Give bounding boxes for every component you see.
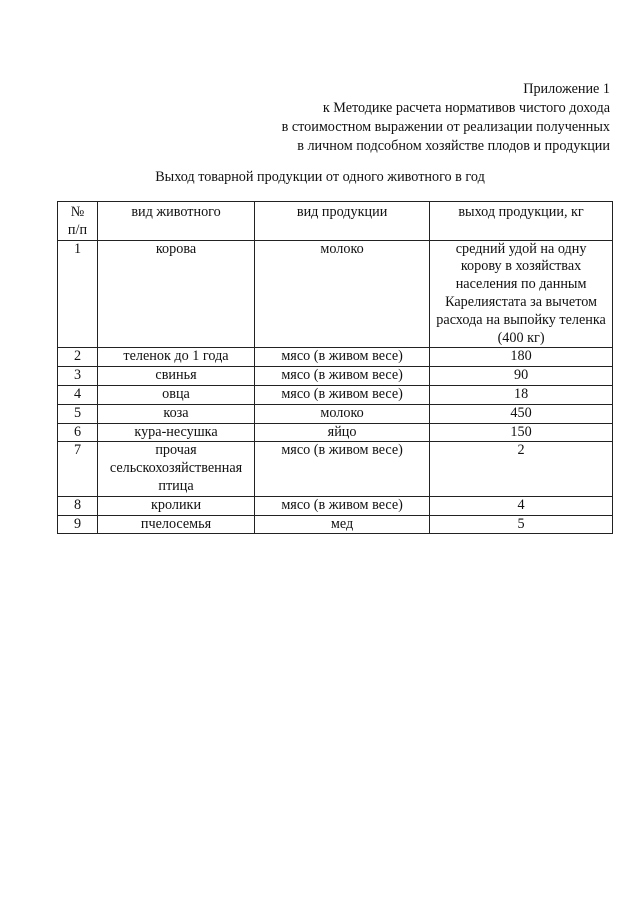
- cell-product: мясо (в живом весе): [255, 442, 430, 496]
- cell-product: мясо (в живом весе): [255, 367, 430, 386]
- cell-number: 8: [58, 496, 98, 515]
- cell-output: 90: [430, 367, 613, 386]
- cell-animal: кура-несушка: [97, 423, 254, 442]
- cell-product: мед: [255, 515, 430, 534]
- header-product: вид продукции: [255, 202, 430, 241]
- cell-number: 1: [58, 240, 98, 348]
- table-row: [58, 385, 613, 404]
- table-row: [58, 348, 613, 367]
- cell-animal: теленок до 1 года: [97, 348, 254, 367]
- table-row: [58, 423, 613, 442]
- cell-animal: свинья: [97, 367, 254, 386]
- cell-number: 7: [58, 442, 98, 496]
- table-row: [58, 442, 613, 496]
- cell-product: молоко: [255, 240, 430, 348]
- appendix-line: в стоимостном выражении от реализации полученных: [281, 119, 610, 135]
- cell-number: 3: [58, 367, 98, 386]
- header-number: [58, 202, 98, 241]
- cell-output: 4: [430, 496, 613, 515]
- cell-output: 180: [430, 348, 613, 367]
- header-number-line1: №: [70, 204, 85, 220]
- table-row: [58, 240, 613, 348]
- table-row: [58, 404, 613, 423]
- cell-animal: коза: [97, 404, 254, 423]
- cell-product: мясо (в живом весе): [255, 496, 430, 515]
- appendix-line: в личном подсобном хозяйстве плодов и продукции: [297, 138, 610, 154]
- appendix-header: [282, 80, 610, 156]
- cell-number: 5: [58, 404, 98, 423]
- cell-number: 4: [58, 385, 98, 404]
- cell-animal: кролики: [97, 496, 254, 515]
- header-output: выход продукции, кг: [430, 202, 613, 241]
- cell-animal: корова: [97, 240, 254, 348]
- appendix-line: Приложение 1: [523, 81, 610, 97]
- table-header-row: [58, 202, 613, 241]
- cell-output: 150: [430, 423, 613, 442]
- cell-animal: овца: [97, 385, 254, 404]
- cell-output: 450: [430, 404, 613, 423]
- header-number-line2: п/п: [67, 221, 88, 238]
- table-row: [58, 515, 613, 534]
- cell-animal: пчелосемья: [97, 515, 254, 534]
- cell-number: 2: [58, 348, 98, 367]
- cell-number: 6: [58, 423, 98, 442]
- document-title: Выход товарной продукции от одного животного в год: [155, 169, 485, 185]
- cell-output: средний удой на одну корову в хозяйствах населения по данным Карелиястата за вычетом расхода на выпойку теленка (400 кг): [430, 240, 613, 348]
- cell-output: 5: [430, 515, 613, 534]
- table-row: [58, 496, 613, 515]
- cell-product: мясо (в живом весе): [255, 348, 430, 367]
- appendix-line: к Методике расчета нормативов чистого дохода: [322, 100, 610, 116]
- cell-output: 2: [430, 442, 613, 496]
- cell-product: мясо (в живом весе): [255, 385, 430, 404]
- table-row: [58, 367, 613, 386]
- product-output-table: [57, 201, 613, 534]
- cell-animal: прочая сельскохозяйственная птица: [97, 442, 254, 496]
- cell-product: яйцо: [255, 423, 430, 442]
- cell-number: 9: [58, 515, 98, 534]
- cell-product: молоко: [255, 404, 430, 423]
- cell-output: 18: [430, 385, 613, 404]
- header-animal: вид животного: [97, 202, 254, 241]
